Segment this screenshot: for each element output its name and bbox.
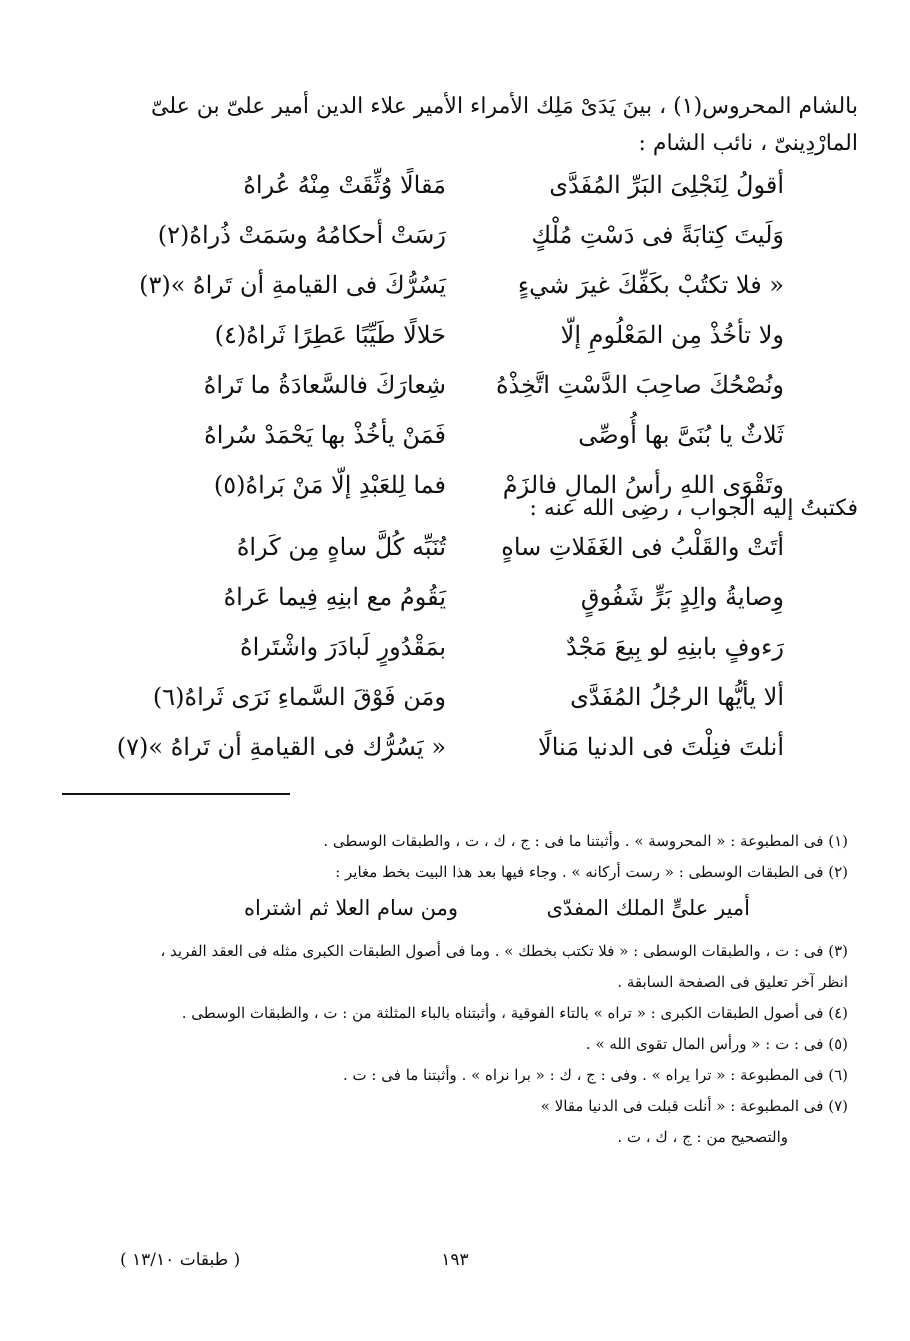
page-number: ١٩٣ [441,1250,469,1270]
verse-row [40,410,858,460]
verse-first-hemistich: أقولُ لِنَجْلِىَ البَرِّ المُفَدَّى [549,171,784,199]
footnote-2: (٢) فى الطبقات الوسطى : « رست أركانه » . وجاء فيها بعد هذا البيت بخط مغاير : [335,863,848,881]
verse-second-hemistich: مَقالًا وُثِّقَتْ مِنْهُ عُراهُ [243,171,446,199]
verse-first-hemistich: ونُصْحُكَ صاحِبَ الدَّسْتِ اتَّخِذْهُ [495,371,784,399]
verse-first-hemistich: وَلَيتَ كِتابَةً فى دَسْتِ مُلْكٍ [531,221,784,249]
verse-second-hemistich: تُنَبِّه كُلَّ ساهٍ مِن كَراهُ [236,533,446,561]
poem-part-b [40,522,858,772]
verse-first-hemistich: رَءوفٍ بابنِهِ لو بِيعَ مَجْدٌ [566,633,784,661]
verse-second-hemistich: « يَسُرُّك فى القيامةِ أن تَراهُ »(٧) [116,733,446,761]
page-footer [0,1245,910,1275]
verse-row [40,572,858,622]
verse-second-hemistich: ومَن فَوْقَ السَّماءِ نَرَى ثَراهُ(٦) [152,683,446,711]
signature-mark: ( طبقات ١٣/١٠ ) [120,1250,241,1270]
footnote-2-verse [40,888,848,936]
verse-row [40,722,858,772]
intro-line-2: المارْدِينىّ ، نائب الشام : [638,131,858,156]
verse-first-hemistich: أنلتَ فنِلْتَ فى الدنيا مَنالًا [538,733,784,761]
verse-row [40,160,858,210]
verse-row [40,672,858,722]
inset-verse-second: ومن سام العلا ثم اشتراه [244,896,458,920]
footnote-separator [62,793,290,795]
footnote-7-continued: والتصحيح من : ج ، ك ، ت . [617,1128,788,1146]
verse-second-hemistich: رَسَتْ أحكامُهُ وسَمَتْ ذُراهُ(٢) [157,221,446,249]
verse-second-hemistich: بمَقْدُورٍ لَبادَرَ واشْتَراهُ [240,633,446,661]
verse-second-hemistich: حَلالًا طَيِّبًا عَطِرًا ثَراهُ(٤) [214,321,446,349]
footnote-1: (١) فى المطبوعة : « المحروسة » . وأثبتنا ما فى : ج ، ك ، ت ، والطبقات الوسطى . [323,832,848,850]
poem-part-a [40,160,858,510]
verse-second-hemistich: فما لِلعَبْدِ إلّا مَنْ بَراهُ(٥) [213,471,446,499]
intro-line-1: بالشام المحروس(١) ، بينَ يَدَىْ مَلِك الأمراء الأمير علاء الدين أمير علىّ بن علىّ [151,94,858,119]
verse-row [40,622,858,672]
intro-paragraph [40,88,858,162]
footnote-3-continued: انظر آخر تعليق فى الصفحة السابقة . [617,973,848,991]
verse-row [40,260,858,310]
reply-intro: فكتبتُ إليه الجواب ، رضِى الله عنه : [529,496,858,521]
verse-second-hemistich: فَمَنْ يأخُذْ بها يَحْمَدْ سُراهُ [204,421,446,449]
verse-row [40,522,858,572]
verse-first-hemistich: ولا تأخُذْ مِن المَعْلُومِ إلّا [560,321,784,349]
inset-verse-first: أمير علىٍّ الملك المفدّى [546,896,750,920]
verse-row [40,210,858,260]
footnote-6: (٦) فى المطبوعة : « ترا يراه » . وفى : ج ، ك : « برا نراه » . وأثبتنا ما فى : ت . [343,1066,848,1084]
verse-second-hemistich: يَسُرُّكَ فى القيامةِ أن تَراهُ »(٣) [139,271,446,299]
footnote-7: (٧) فى المطبوعة : « أنلت قبلت فى الدنيا مقالا » [540,1097,848,1115]
footnote-5: (٥) فى : ت : « ورأس المال تقوى الله » . [585,1035,848,1053]
verse-first-hemistich: وتَقْوَى اللهِ رأسُ المالِ فالزَمْ [502,471,784,499]
verse-second-hemistich: شِعارَكَ فالسَّعادَةُ ما تَراهُ [203,371,446,399]
verse-row [40,360,858,410]
verse-second-hemistich: يَقُومُ مع ابنِهِ فِيما عَراهُ [223,583,446,611]
footnote-4: (٤) فى أصول الطبقات الكبرى : « تراه » بالتاء الفوقية ، وأثبتناه بالباء المثلثة من : ت ، والطبقات الوسطى . [181,1004,848,1022]
verse-first-hemistich: « فلا تكتُبْ بكَفِّكَ غيرَ شيءٍ [517,271,784,299]
verse-first-hemistich: وِصايةُ والِدٍ بَرٍّ شَفُوقٍ [580,583,784,611]
verse-first-hemistich: أتَتْ والقَلْبُ فى الغَفَلاتِ ساهٍ [501,533,784,561]
footnotes [40,826,848,1153]
verse-first-hemistich: ألا يأيُّها الرجُلُ المُفَدَّى [570,683,784,711]
verse-row [40,310,858,360]
verse-first-hemistich: ثَلاثٌ يا بُنَىَّ بها أُوصِّى [578,421,784,449]
footnote-3: (٣) فى : ت ، والطبقات الوسطى : « فلا تكتب بخطك » . وما فى أصول الطبقات الكبرى مثله فى العقد الفريد ، [160,942,848,960]
